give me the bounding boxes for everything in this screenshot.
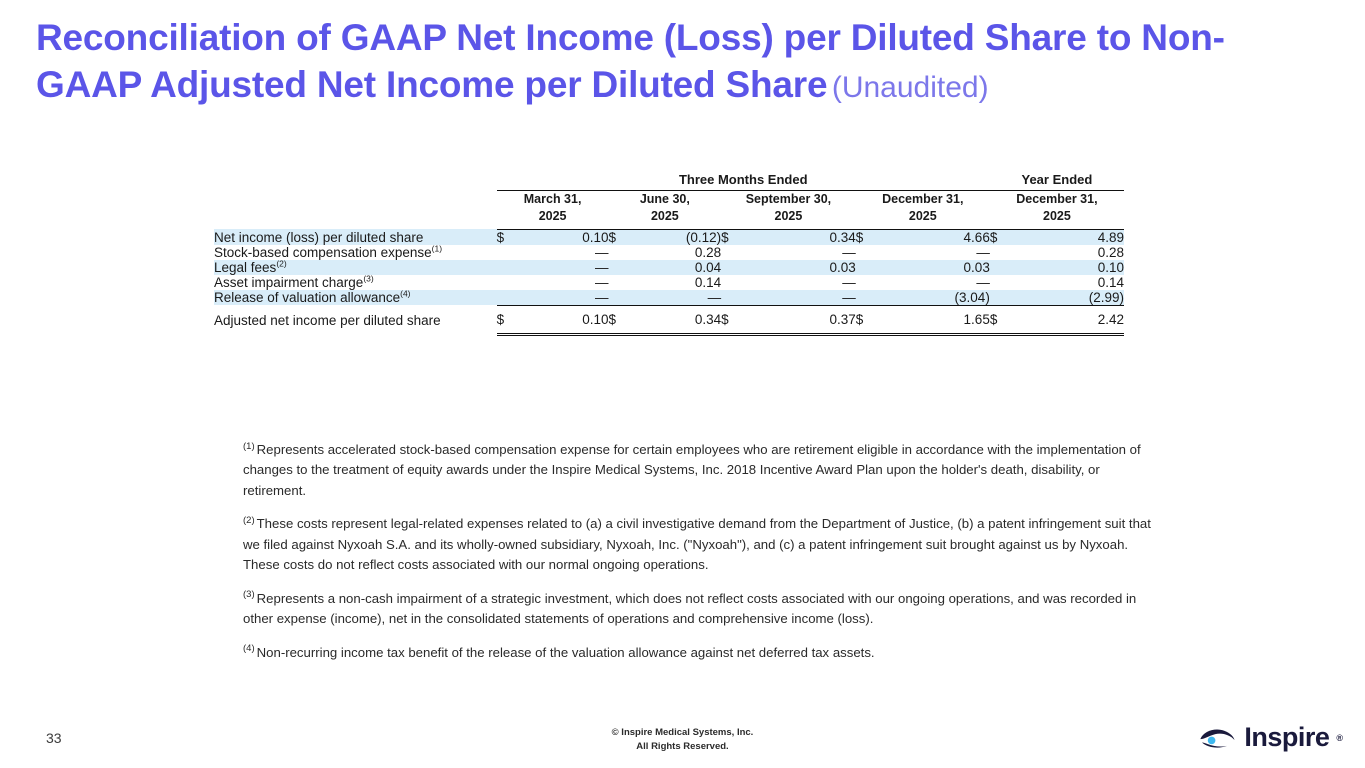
page-number: 33 bbox=[46, 730, 62, 746]
row-currency bbox=[721, 245, 742, 260]
footnote-marker: (3) bbox=[243, 589, 255, 601]
inspire-swoosh-icon bbox=[1197, 724, 1237, 751]
page-title-subtitle: (Unaudited) bbox=[831, 71, 989, 105]
row-value: 0.37 bbox=[742, 305, 856, 334]
row-value: 4.89 bbox=[1097, 229, 1124, 245]
row-currency bbox=[721, 260, 742, 275]
row-value: — bbox=[595, 259, 609, 275]
row-currency bbox=[990, 260, 1011, 275]
footnote-text: Non-recurring income tax benefit of the release of the valuation allowance against net deferred tax assets. bbox=[256, 644, 875, 660]
column-header-q3: September 30, 2025 bbox=[745, 192, 832, 223]
footnote-2 bbox=[243, 514, 1153, 575]
reconciliation-table bbox=[214, 172, 1124, 336]
table-row bbox=[214, 260, 1124, 275]
row-value: — bbox=[595, 289, 609, 305]
row-currency: $ bbox=[721, 229, 729, 245]
row-value: (0.12) bbox=[685, 229, 722, 245]
row-currency: $ bbox=[608, 229, 617, 245]
table-row bbox=[214, 245, 1124, 260]
copyright-line-1: © Inspire Medical Systems, Inc. bbox=[611, 727, 754, 738]
row-currency bbox=[856, 260, 877, 275]
row-value: — bbox=[976, 274, 990, 290]
row-currency: $ bbox=[497, 305, 517, 334]
row-currency bbox=[990, 245, 1011, 260]
row-currency bbox=[856, 245, 877, 260]
registered-trademark-icon: ® bbox=[1336, 732, 1343, 743]
row-currency bbox=[497, 260, 517, 275]
row-value: (3.04) bbox=[954, 289, 990, 305]
table-head bbox=[214, 172, 1124, 229]
row-value: 0.03 bbox=[963, 259, 990, 275]
row-label: Net income (loss) per diluted share bbox=[214, 229, 424, 245]
row-currency: $ bbox=[721, 305, 742, 334]
table-body bbox=[214, 229, 1124, 334]
footnote-ref: (4) bbox=[400, 288, 411, 299]
column-header-row bbox=[214, 191, 1124, 228]
column-header-q2: June 30, 2025 bbox=[639, 192, 690, 223]
row-currency bbox=[609, 260, 629, 275]
row-currency: $ bbox=[855, 229, 864, 245]
row-currency bbox=[609, 290, 629, 306]
row-currency bbox=[609, 275, 629, 290]
row-value: — bbox=[707, 289, 722, 305]
footnote-text: These costs represent legal-related expenses related to (a) a civil investigative demand from the Department of Justice, (b) a patent infringement suit that we filed against Nyxoah S.A. and its wholly-owned subsidiary, Nyxoah, Inc. ("Nyxoah"), and (c) a patent infringement suit brought against us by Nyxoah. These costs do not reflect costs associated with our normal ongoing operations. bbox=[243, 516, 1151, 573]
row-value: — bbox=[595, 274, 609, 290]
row-currency bbox=[990, 275, 1011, 290]
row-currency: $ bbox=[989, 229, 998, 245]
row-currency: $ bbox=[856, 305, 877, 334]
row-currency bbox=[856, 290, 877, 306]
row-value: — bbox=[842, 244, 856, 260]
row-currency bbox=[609, 245, 629, 260]
row-currency bbox=[497, 245, 517, 260]
row-value: — bbox=[842, 289, 856, 305]
row-value: 0.28 bbox=[1097, 244, 1124, 260]
row-value: 0.10 bbox=[517, 305, 609, 334]
row-value: 0.10 bbox=[1097, 259, 1124, 275]
row-value: 0.34 bbox=[829, 229, 856, 245]
table-row bbox=[214, 229, 1124, 245]
row-value: (2.99) bbox=[1088, 289, 1124, 305]
row-label: Legal fees$^{(2)}$ bbox=[214, 258, 287, 275]
row-value: 2.42 bbox=[1010, 305, 1124, 334]
page-title-main: Reconciliation of GAAP Net Income (Loss) per Diluted Share to Non-GAAP Adjusted Net Income per Diluted Share bbox=[36, 17, 1225, 106]
copyright-line-2: All Rights Reserved. bbox=[636, 740, 729, 752]
row-currency bbox=[721, 275, 742, 290]
row-currency: $ bbox=[609, 305, 629, 334]
table-row bbox=[214, 290, 1124, 306]
footnote-1 bbox=[243, 440, 1153, 501]
table-row-total bbox=[214, 305, 1124, 334]
footnote-ref: (1) bbox=[431, 243, 443, 254]
footnote-ref: (3) bbox=[363, 273, 374, 284]
footnote-marker: (4) bbox=[243, 643, 255, 655]
row-value: 0.34 bbox=[629, 305, 721, 334]
row-value: — bbox=[842, 274, 856, 290]
row-value: 0.14 bbox=[1097, 274, 1124, 290]
footnotes bbox=[243, 440, 1153, 676]
page-title bbox=[36, 14, 1266, 109]
row-currency bbox=[721, 290, 742, 306]
inspire-logo bbox=[1197, 722, 1343, 753]
footnote-ref: (2) bbox=[276, 258, 287, 269]
row-value: 0.03 bbox=[829, 259, 856, 275]
row-value: 0.14 bbox=[694, 274, 722, 290]
reconciliation-table-container bbox=[214, 172, 1124, 336]
row-value: — bbox=[595, 244, 609, 260]
footnote-4 bbox=[243, 643, 1153, 663]
row-currency bbox=[497, 275, 517, 290]
group-header-three-months: Three Months Ended bbox=[497, 172, 990, 191]
group-header-year-ended: Year Ended bbox=[990, 172, 1124, 191]
footnote-text: Represents accelerated stock-based compensation expense for certain employees who are retirement eligible in accordance with the implementation of changes to the treatment of equity awards under the Inspire Medical Systems, Inc. 2018 Incentive Award Plan upon the holder's death, disability, or retirement. bbox=[243, 442, 1141, 498]
row-label: Adjusted net income per diluted share bbox=[214, 313, 441, 329]
table-row bbox=[214, 275, 1124, 290]
row-currency: $ bbox=[496, 229, 505, 245]
row-currency bbox=[856, 275, 877, 290]
footnote-marker: (1) bbox=[243, 440, 255, 452]
row-label: Release of valuation allowance$^{(4)}$ bbox=[214, 288, 411, 306]
group-header-row bbox=[214, 172, 1124, 191]
row-value: — bbox=[976, 244, 990, 260]
row-label: Stock-based compensation expense$^{(1)}$ bbox=[214, 243, 443, 260]
row-currency bbox=[990, 290, 1011, 306]
row-value: 1.65 bbox=[876, 305, 990, 334]
row-value: 0.28 bbox=[694, 244, 722, 260]
inspire-logo-text: Inspire bbox=[1244, 722, 1330, 752]
footnote-marker: (2) bbox=[243, 514, 255, 526]
row-currency bbox=[497, 290, 517, 306]
column-header-q4: December 31, 2025 bbox=[882, 192, 964, 223]
column-header-fy: December 31, 2025 bbox=[1016, 192, 1098, 223]
row-currency: $ bbox=[990, 305, 1011, 334]
footnote-3 bbox=[243, 589, 1153, 630]
row-label: Asset impairment charge$^{(3)}$ bbox=[214, 273, 374, 290]
footnote-text: Represents a non-cash impairment of a strategic investment, which does not reflect costs associated with our ongoing operations, and was recorded in other expense (income), net in the consolidated statements of operations and comprehensive income (loss). bbox=[243, 590, 1137, 627]
row-value: 0.04 bbox=[694, 259, 722, 275]
row-value: 4.66 bbox=[963, 229, 990, 245]
column-header-q1: March 31, 2025 bbox=[523, 192, 582, 223]
copyright-notice bbox=[0, 726, 1365, 754]
row-value: 0.10 bbox=[582, 229, 609, 245]
